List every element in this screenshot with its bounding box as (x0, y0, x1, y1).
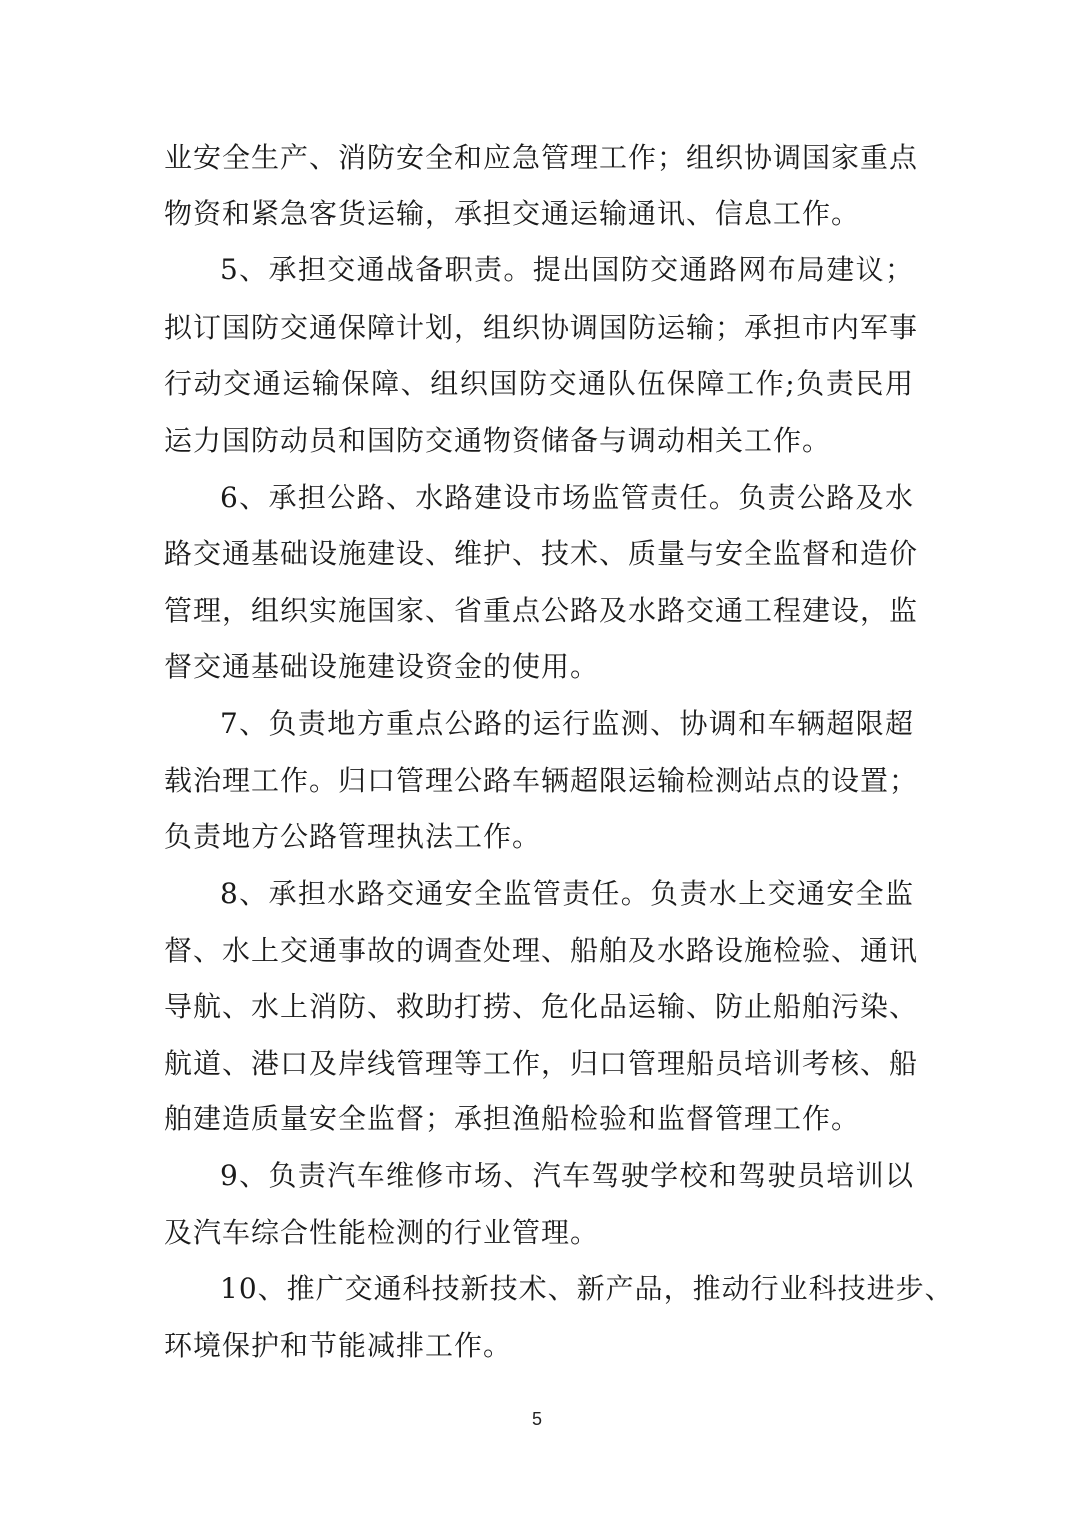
paragraph-first-line: 9、负责汽车维修市场、汽车驾驶学校和驾驶员培训以 (220, 1159, 914, 1192)
paragraph-first-line: 6、承担公路、水路建设市场监管责任。负责公路及水 (220, 481, 914, 514)
page-number: 5 (531, 1409, 542, 1429)
paragraph-first-line: 5、承担交通战备职责。提出国防交通路网布局建议； (220, 253, 914, 286)
paragraph-first-line: 10、推广交通科技新技术、新产品，推动行业科技进步、 (220, 1272, 954, 1305)
paragraph-first-line: 8、承担水路交通安全监管责任。负责水上交通安全监 (220, 877, 914, 910)
text-line: 业安全生产、消防安全和应急管理工作；组织协调国家重点 (164, 141, 919, 174)
text-line: 管理，组织实施国家、省重点公路及水路交通工程建设，监 (164, 594, 919, 627)
text-line: 导航、水上消防、救助打捞、危化品运输、防止船舶污染、 (164, 990, 919, 1023)
text-line: 负责地方公路管理执法工作。 (164, 820, 542, 853)
text-line: 环境保护和节能减排工作。 (164, 1329, 513, 1362)
paragraph-first-line: 7、负责地方重点公路的运行监测、协调和车辆超限超 (220, 707, 914, 740)
text-line: 督、水上交通事故的调查处理、船舶及水路设施检验、通讯 (164, 934, 919, 967)
text-line: 载治理工作。归口管理公路车辆超限运输检测站点的设置； (164, 764, 919, 797)
text-line: 督交通基础设施建设资金的使用。 (164, 650, 600, 683)
text-line: 拟订国防交通保障计划，组织协调国防运输；承担市内军事 (164, 311, 919, 344)
text-line: 及汽车综合性能检测的行业管理。 (164, 1216, 600, 1249)
text-line: 物资和紧急客货运输，承担交通运输通讯、信息工作。 (164, 197, 861, 230)
text-line: 路交通基础设施建设、维护、技术、质量与安全监督和造价 (164, 537, 919, 570)
text-line: 舶建造质量安全监督；承担渔船检验和监督管理工作。 (164, 1102, 861, 1135)
text-line: 航道、港口及岸线管理等工作，归口管理船员培训考核、船 (164, 1047, 919, 1080)
text-line: 运力国防动员和国防交通物资储备与调动相关工作。 (164, 424, 832, 457)
text-line: 行动交通运输保障、组织国防交通队伍保障工作;负责民用 (164, 367, 914, 400)
